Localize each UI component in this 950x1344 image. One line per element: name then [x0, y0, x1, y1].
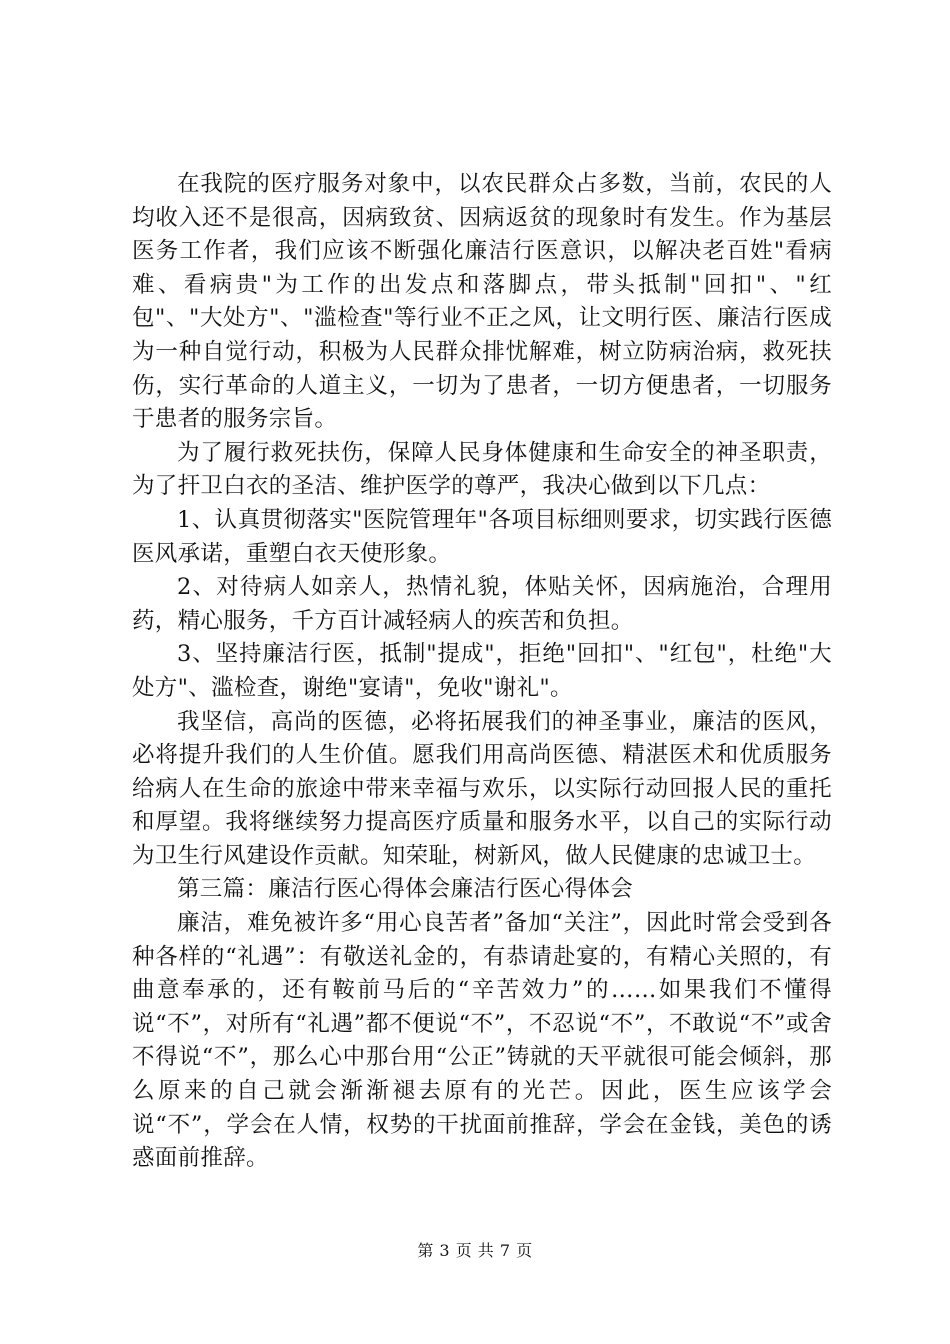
paragraph: 我坚信，高尚的医德，必将拓展我们的神圣事业，廉洁的医风，必将提升我们的人生价值。愿我们用高尚医德、精湛医术和优质服务给病人在生命的旅途中带来幸福与欢乐，以实际行动回报人民的重托和厚望。我将继续努力提高医疗质量和服务水平，以自己的实际行动为卫生行风建设作贡献。知荣耻，树新风，做人民健康的忠诚卫士。 [132, 708, 832, 869]
page-number-footer: 第 3 页 共 7 页 [417, 1241, 533, 1260]
document-body [132, 168, 832, 1176]
paragraph: 廉洁，难免被许多“用心良苦者”备加“关注”，因此时常会受到各种各样的“礼遇”：有敬送礼金的，有恭请赴宴的，有精心关照的，有曲意奉承的，还有鞍前马后的“辛苦效力”的……如果我们不懂得说“不”，对所有“礼遇”都不便说“不”，不忍说“不”，不敢说“不”或舍不得说“不”，那么心中那台用“公正”铸就的天平就很可能会倾斜，那么原来的自己就会渐渐褪去原有的光芒。因此，医生应该学会说“不”，学会在人情，权势的干扰面前推辞，学会在金钱，美色的诱惑面前推辞。 [132, 910, 832, 1172]
paragraph: 为了履行救死扶伤，保障人民身体健康和生命安全的神圣职责，为了扞卫白衣的圣洁、维护医学的尊严，我决心做到以下几点： [132, 439, 832, 500]
paragraph-item-2: 2、对待病人如亲人，热情礼貌，体贴关怀，因病施治，合理用药，精心服务，千方百计减轻病人的疾苦和负担。 [132, 574, 832, 634]
section-heading: 第三篇：廉洁行医心得体会廉洁行医心得体会 [177, 876, 634, 903]
paragraph: 在我院的医疗服务对象中，以农民群众占多数，当前，农民的人均收入还不是很高，因病致贫、因病返贫的现象时有发生。作为基层医务工作者，我们应该不断强化廉洁行医意识，以解决老百姓"看病难、看病贵"为工作的出发点和落脚点，带头抵制"回扣"、"红包"、"大处方"、"滥检查"等行业不正之风，让文明行医、廉洁行医成为一种自觉行动，积极为人民群众排忧解难，树立防病治病，救死扶伤，实行革命的人道主义，一切为了患者，一切方便患者，一切服务于患者的服务宗旨。 [132, 171, 832, 433]
paragraph-item-1: 1、认真贯彻落实"医院管理年"各项目标细则要求，切实践行医德医风承诺，重塑白衣天使形象。 [132, 506, 832, 567]
paragraph-item-3: 3、坚持廉洁行医，抵制"提成"，拒绝"回扣"、"红包"，杜绝"大处方"、滥检查，谢绝"宴请"，免收"谢礼"。 [132, 641, 832, 701]
